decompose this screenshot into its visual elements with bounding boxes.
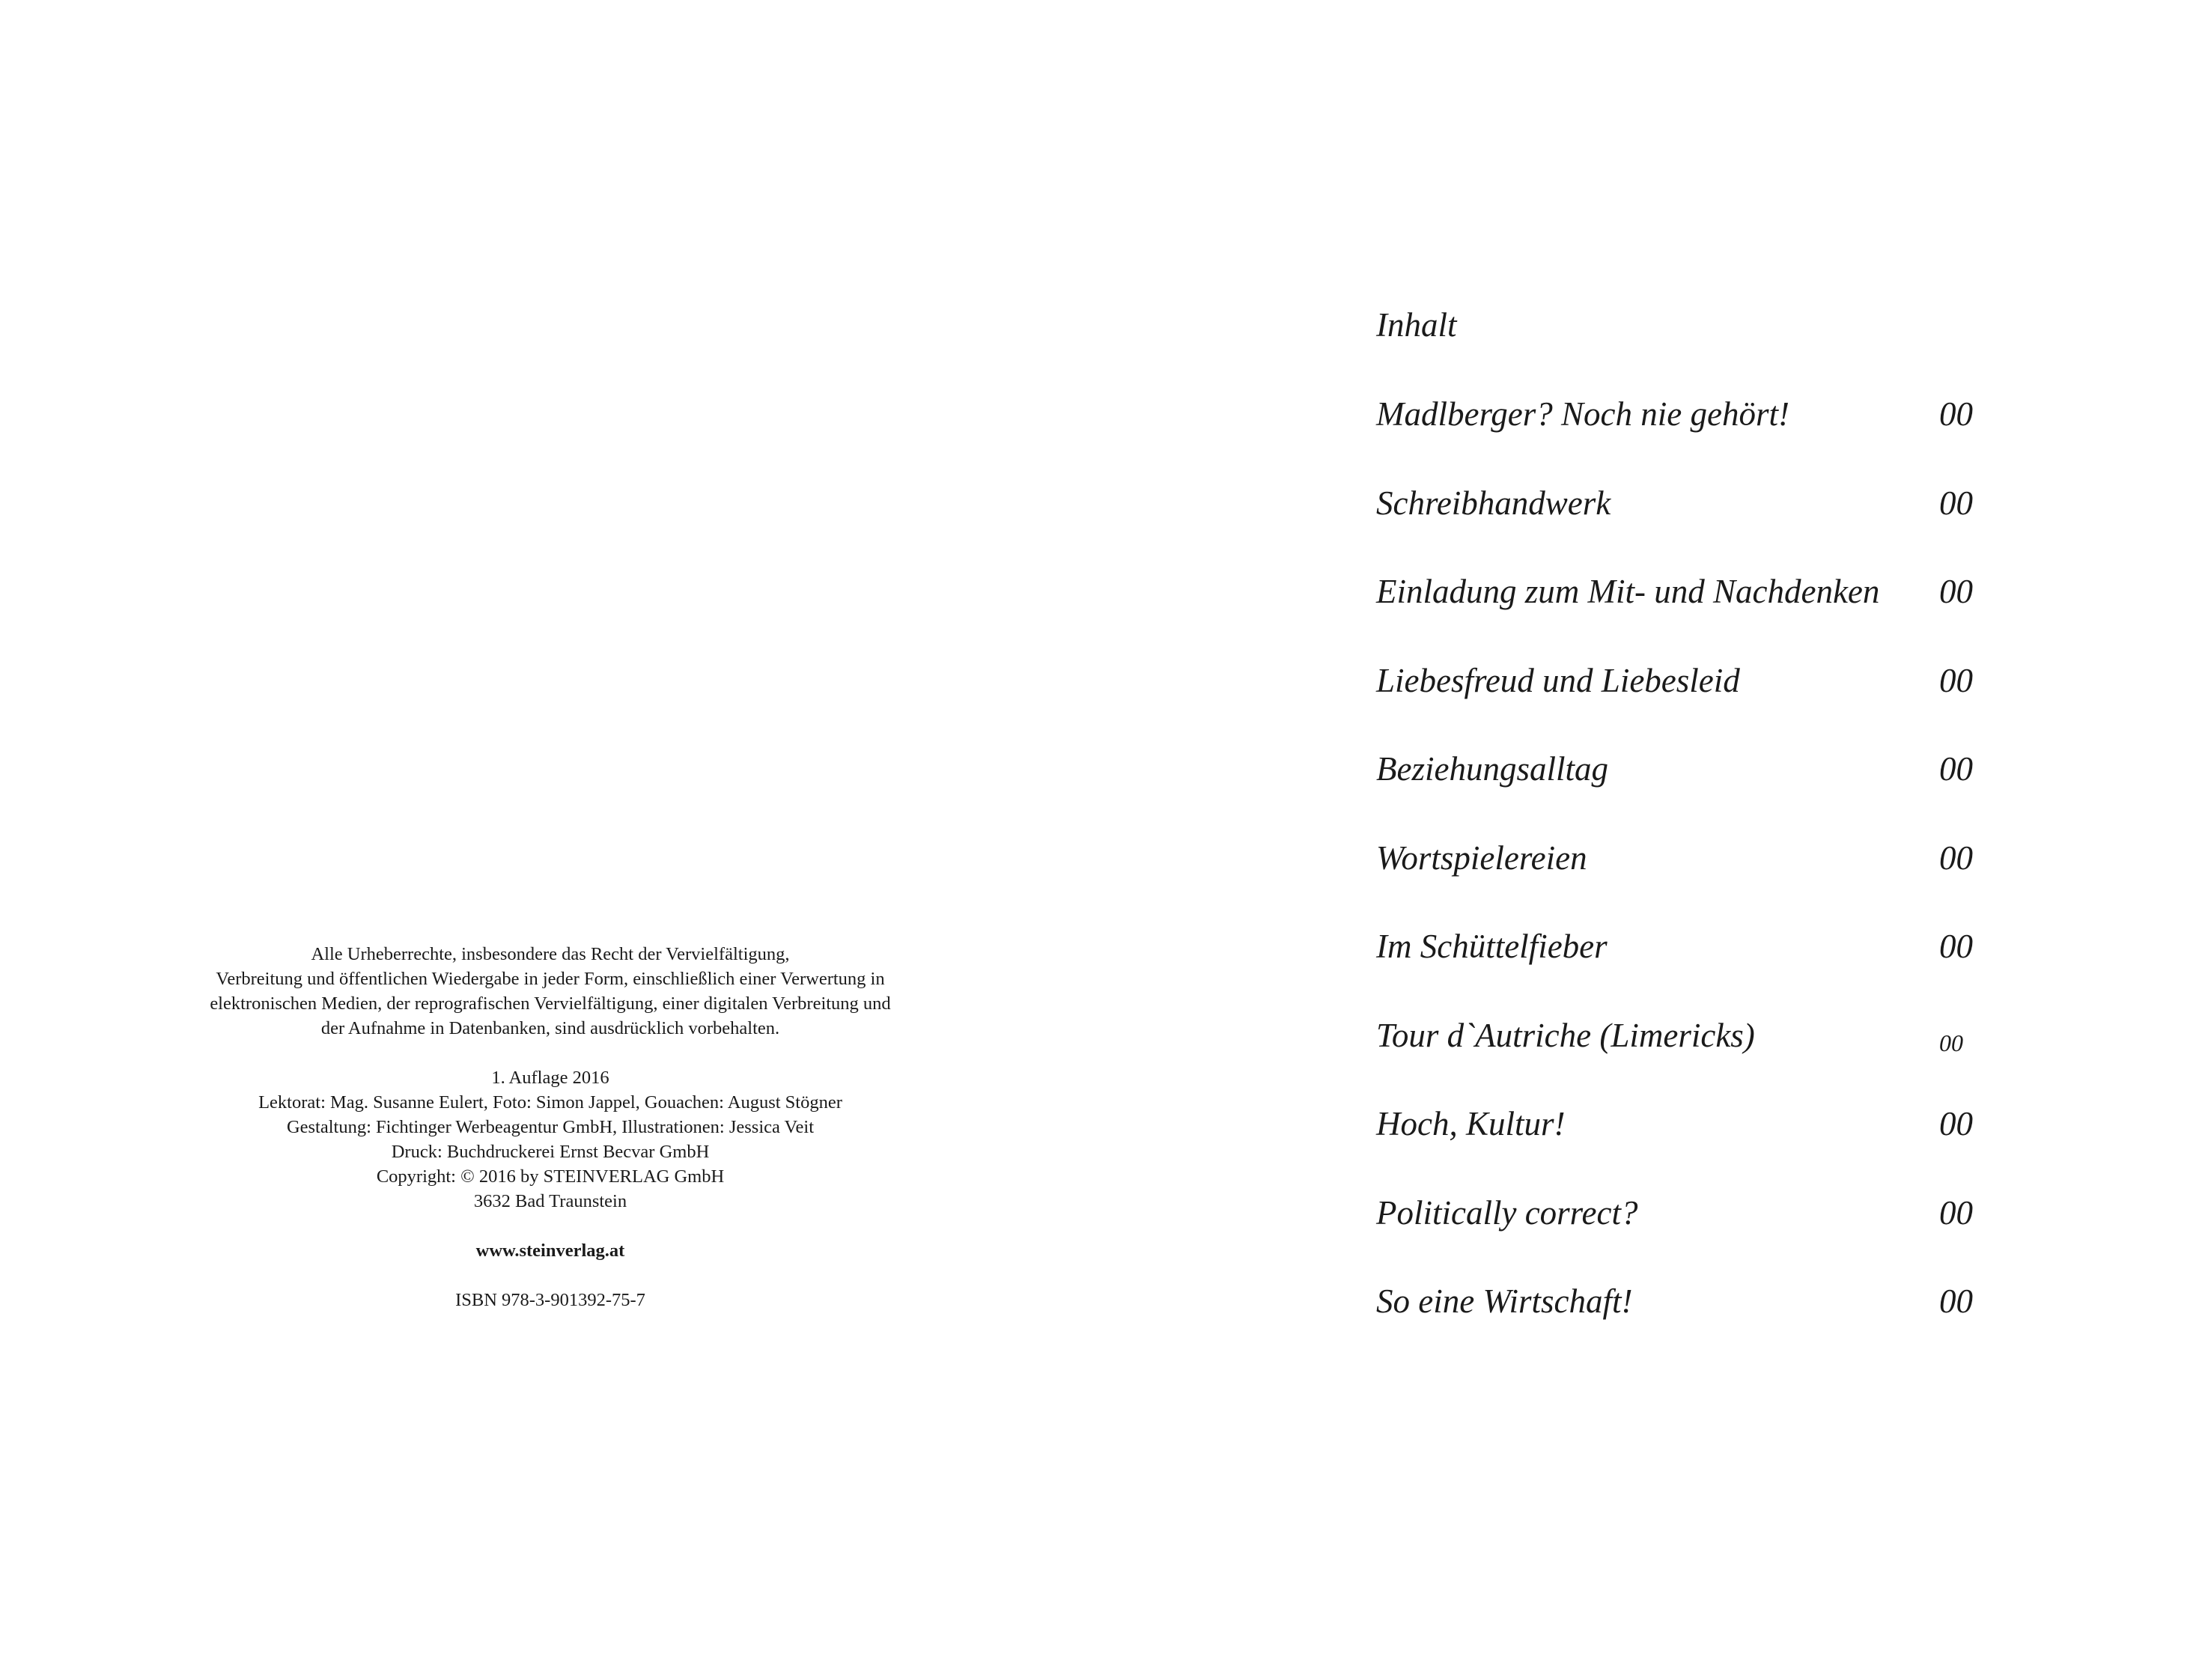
toc-entry (1376, 746, 1975, 836)
imprint-address: 3632 Bad Traunstein (473, 1191, 627, 1211)
toc-entry (1376, 1190, 1975, 1279)
toc-title: Inhalt (1376, 306, 1457, 344)
toc-entry-page: 00 (1939, 839, 1973, 877)
toc-entry-label: Im Schüttelfieber (1376, 928, 1608, 965)
toc-entry-label: Liebesfreud und Liebesleid (1376, 661, 1740, 699)
imprint-isbn: ISBN 978-3-901392-75-7 (455, 1290, 645, 1310)
imprint-credits-line: Lektorat: Mag. Susanne Eulert, Foto: Simon Jappel, Gouachen: August Stögner (258, 1092, 842, 1113)
toc-entry-page: 00 (1939, 1282, 1973, 1320)
toc-entry (1376, 569, 1975, 658)
toc-entry-label: Politically correct? (1376, 1193, 1638, 1232)
toc-entry-page: 00 (1939, 484, 1973, 522)
toc-entry-page: 00 (1939, 1029, 1963, 1056)
toc-entry-label: Beziehungsalltag (1376, 750, 1608, 788)
toc-entry (1376, 481, 1975, 570)
imprint-spacer (180, 1214, 921, 1238)
toc-entry-page: 00 (1939, 573, 1973, 610)
toc-entry-page: 00 (1939, 1105, 1973, 1142)
imprint-website: www.steinverlag.at (475, 1241, 625, 1261)
imprint-credits-line: Druck: Buchdruckerei Ernst Becvar GmbH (391, 1142, 710, 1162)
toc-entry-page: 00 (1939, 1193, 1973, 1232)
toc-entry-label: Madlberger? Noch nie gehört! (1376, 395, 1789, 433)
imprint-credits-line: Gestaltung: Fichtinger Werbeagentur GmbH, Illustrationen: Jessica Veit (286, 1117, 815, 1137)
toc-entry-label: Schreibhandwerk (1376, 484, 1611, 522)
imprint-rights-line: Alle Urheberrechte, insbesondere das Recht der Vervielfältigung, (311, 944, 790, 964)
toc-entry (1376, 658, 1975, 747)
imprint-spacer (180, 1041, 921, 1065)
toc-entry-page: 00 (1939, 750, 1973, 788)
toc-entry-label: Hoch, Kultur! (1376, 1105, 1566, 1142)
toc-entry (1376, 1013, 1975, 1102)
toc-entry (1376, 392, 1975, 481)
imprint-rights-line: der Aufnahme in Datenbanken, sind ausdrücklich vorbehalten. (320, 1018, 780, 1038)
toc-entry (1376, 1101, 1975, 1190)
toc-entry-page: 00 (1939, 928, 1973, 965)
imprint-edition: 1. Auflage 2016 (491, 1068, 609, 1088)
imprint-block (180, 942, 921, 1312)
toc-entry-label: Tour d`Autriche (Limericks) (1376, 1016, 1755, 1054)
imprint-rights-line: Verbreitung und öffentlichen Wiedergabe in jeder Form, einschließlich einer Verwertung in (216, 969, 885, 989)
toc-entry-label: So eine Wirtschaft! (1376, 1282, 1633, 1320)
imprint-copyright: Copyright: © 2016 by STEINVERLAG GmbH (376, 1166, 725, 1187)
toc-entry (1376, 836, 1975, 925)
toc-entry (1376, 924, 1975, 1013)
toc-entry-page: 00 (1939, 661, 1973, 699)
toc-entry-label: Einladung zum Mit- und Nachdenken (1376, 573, 1880, 610)
imprint-rights-line: elektronischen Medien, der reprografischen Vervielfältigung, einer digitalen Verbreitung und (210, 993, 891, 1014)
imprint-spacer (180, 1263, 921, 1288)
toc-list (1376, 392, 1975, 1368)
toc-entry-label: Wortspielereien (1376, 839, 1587, 877)
toc-entry (1376, 1279, 1975, 1368)
toc-entry-page: 00 (1939, 395, 1973, 433)
